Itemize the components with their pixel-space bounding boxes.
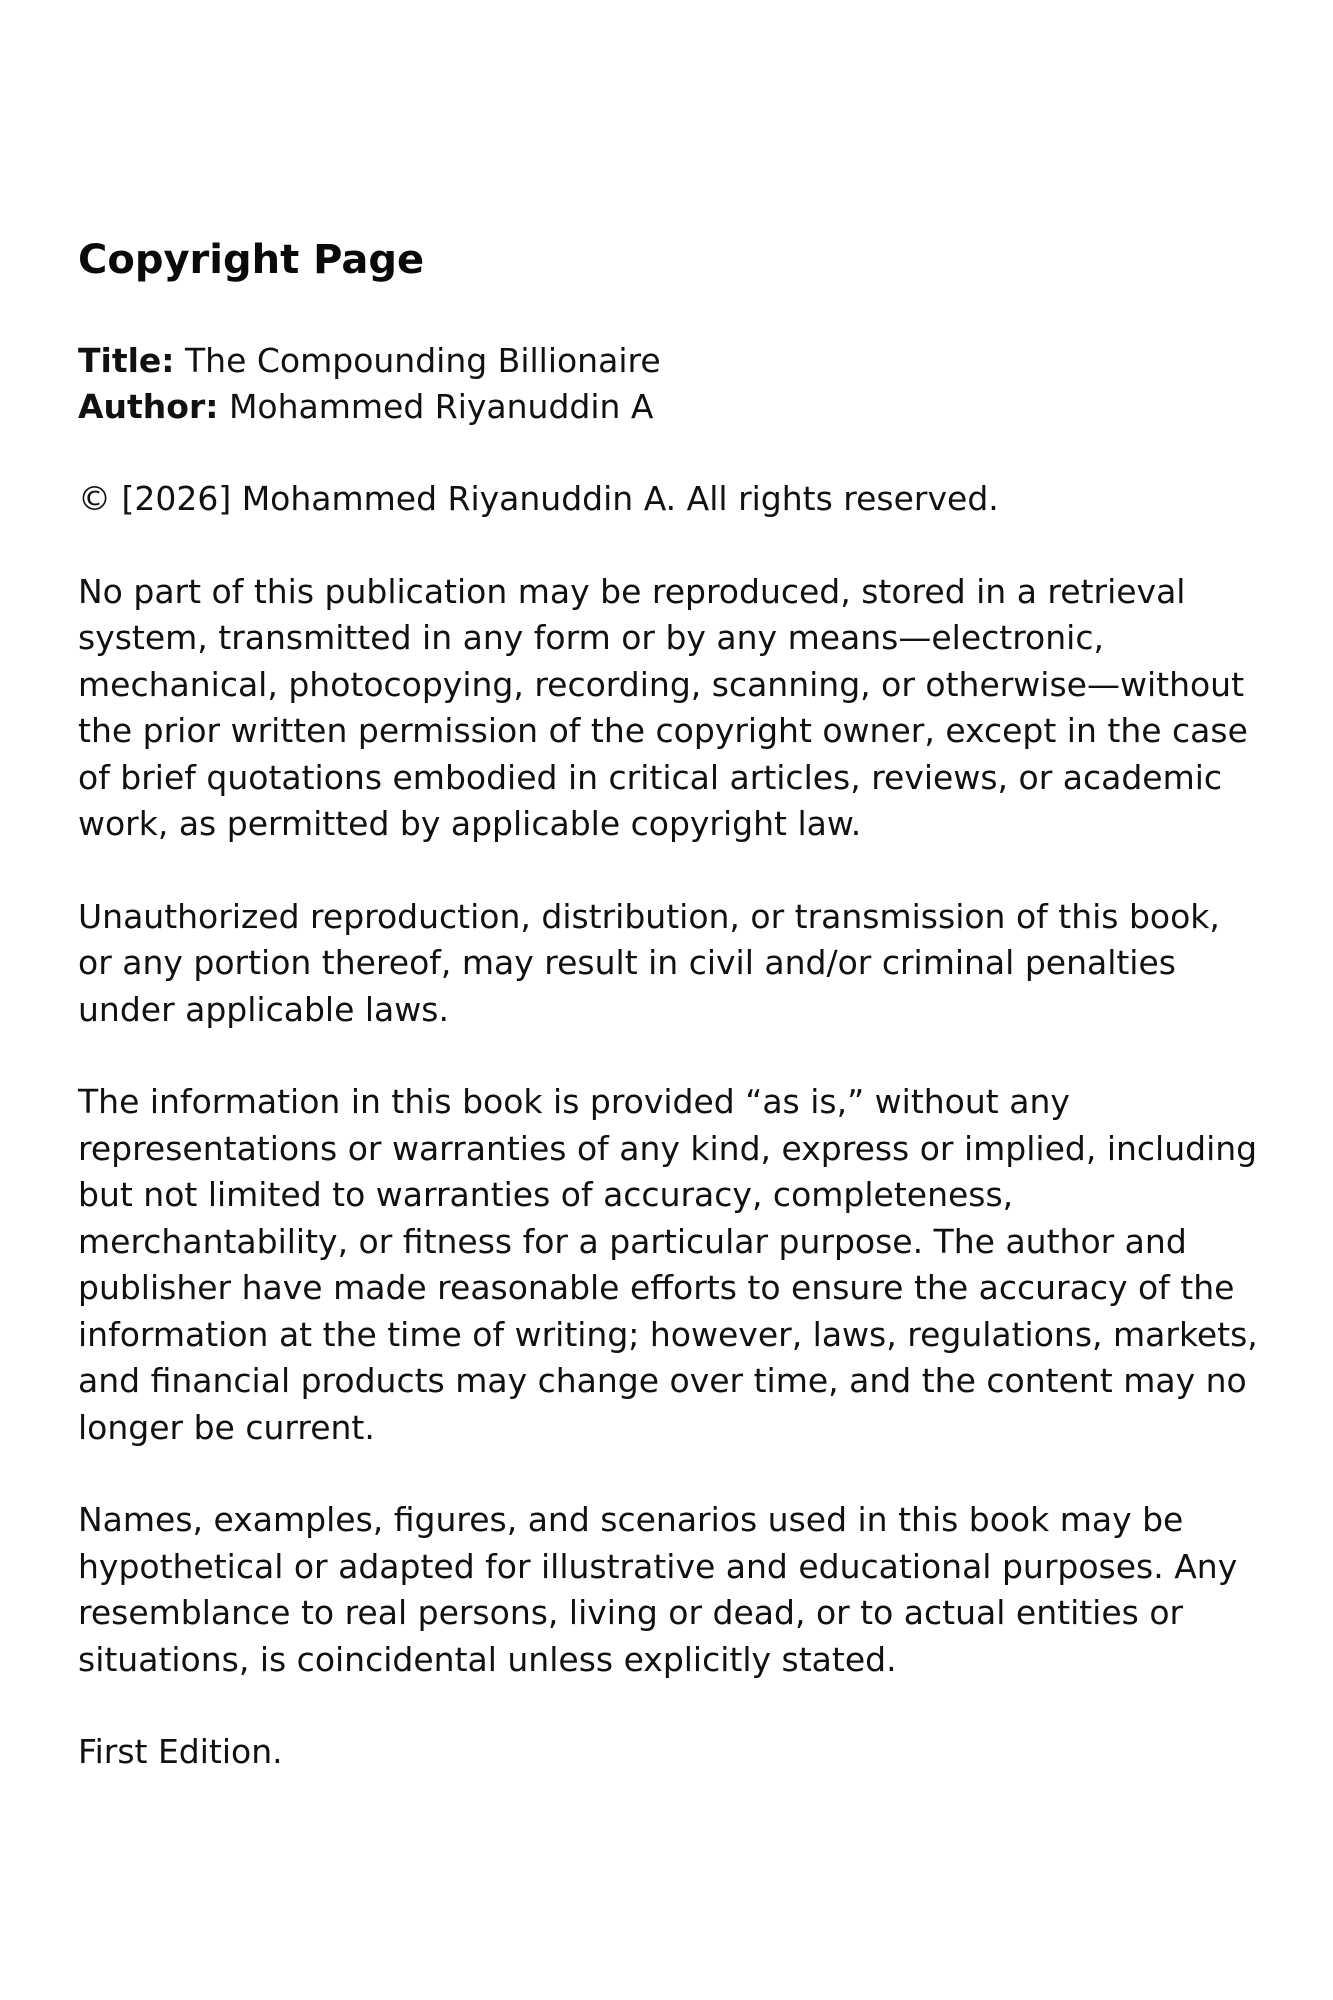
page-title: Copyright Page bbox=[78, 237, 425, 283]
disclaimer-paragraph: The information in this book is provided “as is,” without any representations or warranties of any kind, express or implied, including but not limited to warranties of accuracy, completeness, merchantability, or fitness for a particular purpose. The author and publisher have made reasonable efforts to ensure the accuracy of the information at the time of writing; however, laws, regulations, markets, and financial products may change over time, and the content may no longer be current. bbox=[78, 1082, 1258, 1447]
penalties-paragraph: Unauthorized reproduction, distribution, or transmission of this book, or any portion thereof, may result in civil and/or criminal penalties under applicable laws. bbox=[78, 896, 1220, 1029]
author-line bbox=[78, 384, 1258, 430]
title-label: Title: bbox=[78, 341, 175, 380]
title-line bbox=[78, 338, 1258, 384]
author-label: Author: bbox=[78, 387, 219, 426]
title-value: The Compounding Billionaire bbox=[185, 341, 661, 380]
fiction-paragraph: Names, examples, figures, and scenarios used in this book may be hypothetical or adapted for illustrative and educational purposes. Any resemblance to real persons, living or dead, or to actual entities or situations, is coincidental unless explicitly stated. bbox=[78, 1500, 1238, 1679]
reproduction-paragraph: No part of this publication may be reproduced, stored in a retrieval system, transmitted in any form or by any means—electronic, mechanical, photocopying, recording, scanning, or otherwise—without the prior written permission of the copyright owner, except in the case of brief quotations embodied in critical articles, reviews, or academic work, as permitted by applicable copyright law. bbox=[78, 571, 1248, 843]
book-metadata bbox=[78, 338, 1258, 430]
copyright-notice: © [2026] Mohammed Riyanuddin A. All rights reserved. bbox=[78, 479, 999, 518]
edition-note: First Edition. bbox=[78, 1732, 283, 1771]
author-value: Mohammed Riyanuddin A bbox=[228, 387, 654, 426]
copyright-page bbox=[78, 232, 1258, 1776]
